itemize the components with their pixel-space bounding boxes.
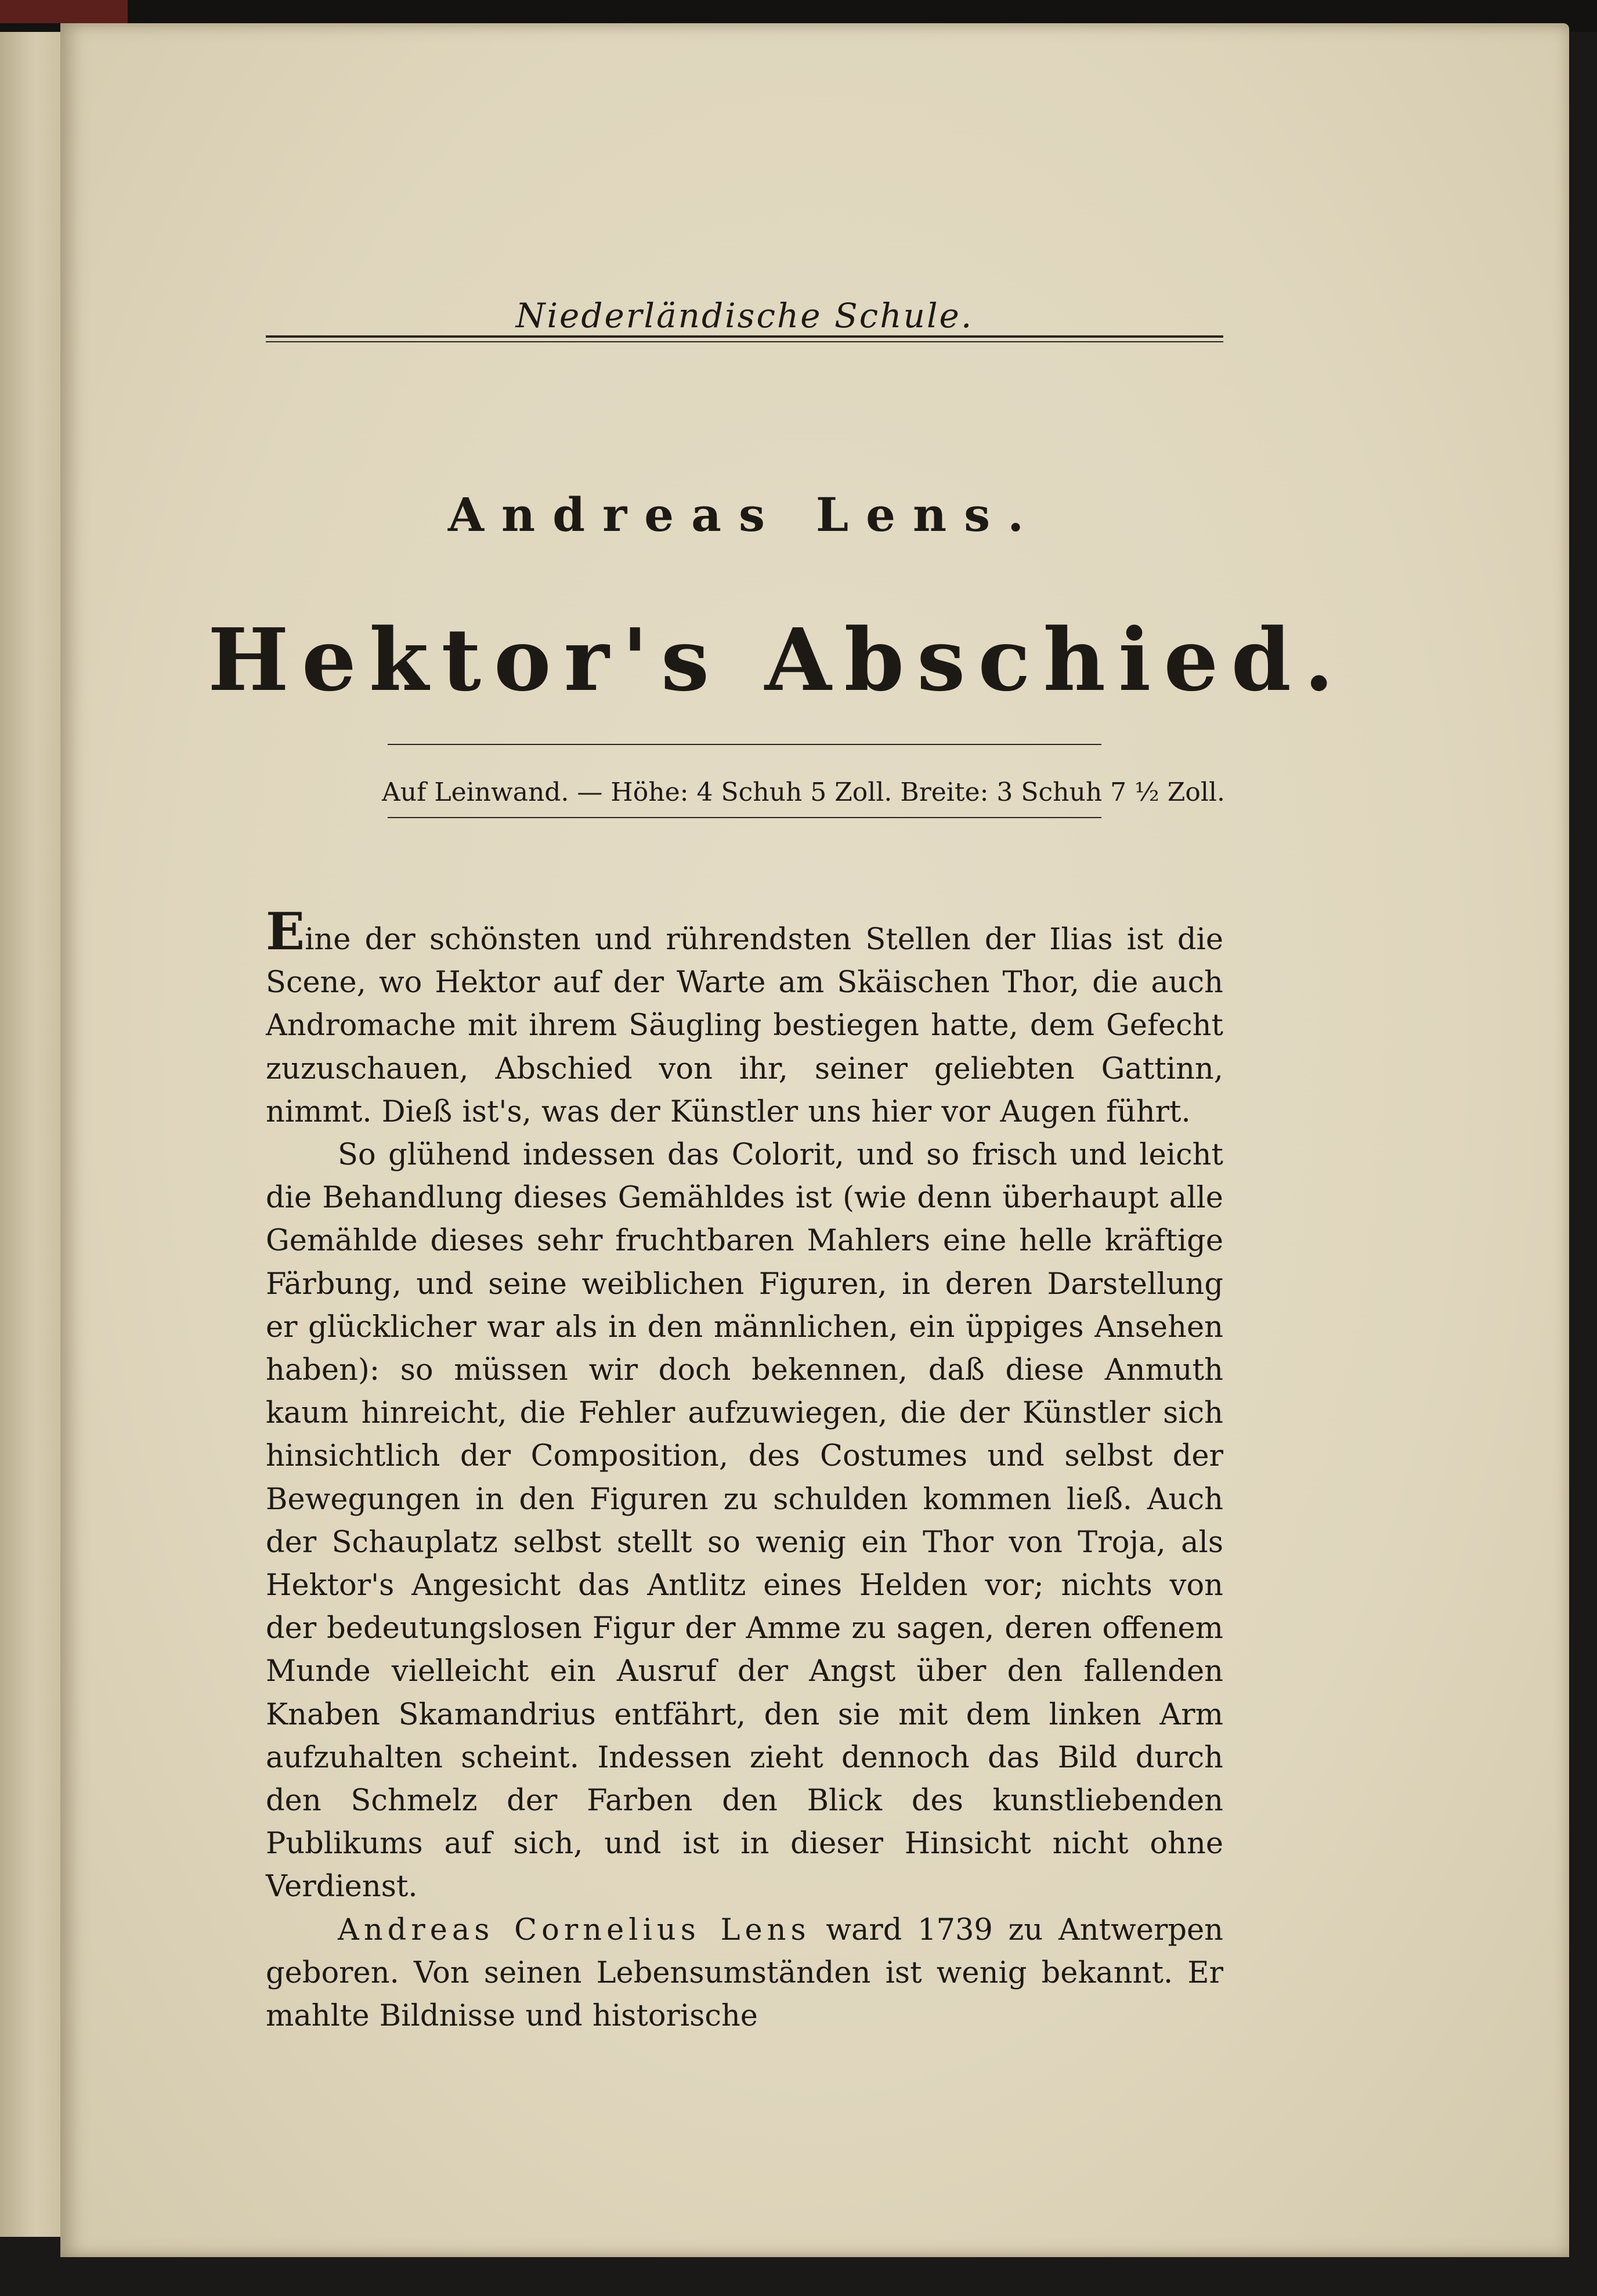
artwork-title: Hektor's Abschied. <box>208 609 1347 710</box>
paragraph-1 <box>266 901 1223 1134</box>
header-rule <box>266 335 1223 338</box>
paragraph-3 <box>266 1909 1223 2038</box>
paragraph-3-text: ward 1739 zu Antwerpen geboren. Von seinen Lebensumständen ist wenig bekannt. Er mahlte Bildnisse und historische <box>266 1912 1223 2034</box>
header-rule-thin <box>266 341 1223 342</box>
facing-page-edge <box>0 32 68 2237</box>
body-text <box>266 901 1223 2038</box>
artist-name: Andreas Lens. <box>447 487 1042 542</box>
dimensions-rule-bottom <box>388 817 1101 818</box>
running-header: Niederländische Schule. <box>515 296 974 335</box>
paragraph-2: So glühend indessen das Colorit, und so frisch und leicht die Behandlung dieses Gemähldes ist (wie denn überhaupt alle Gemählde dieses sehr fruchtbaren Mahlers eine helle kräftige Färbung, und seine weiblichen Figuren, in deren Darstellung er glücklicher war als in den männlichen, ein üppiges Ansehen haben): so müssen wir doch bekennen, daß diese Anmuth kaum hinreicht, die Fehler aufzuwiegen, die der Künstler sich hinsichtlich der Composition, des Costumes und selbst der Bewegungen in den Figuren zu schulden kommen ließ. Auch der Schauplatz selbst stellt so wenig ein Thor von Troja, als Hektor's Angesicht das Antlitz eines Helden vor; nichts von der bedeutungslosen Figur der Amme zu sagen, deren offenem Munde vielleicht ein Ausruf der Angst über den fallenden Knaben Skamandrius entfährt, den sie mit dem linken Arm aufzuhalten scheint. Indessen zieht dennoch das Bild durch den Schmelz der Farben den Blick des kunstliebenden Publikums auf sich, und ist in dieser Hinsicht nicht ohne Verdienst. <box>266 1138 1223 1904</box>
artwork-dimensions: Auf Leinwand. — Höhe: 4 Schuh 5 Zoll. Breite: 3 Schuh 7 ½ Zoll. <box>382 778 1225 807</box>
book-page <box>60 23 1569 2257</box>
paragraph-1-text: ine der schönsten und rührendsten Stellen der Ilias ist die Scene, wo Hektor auf der Warte am Skäischen Thor, die auch Andromache mit ihrem Säugling bestiegen hatte, dem Gefecht zuzuschauen, Abschied von ihr, seiner geliebten Gattinn, nimmt. Dieß ist's, was der Künstler uns hier vor Augen führt. <box>266 923 1223 1129</box>
dimensions-rule-top <box>388 744 1101 745</box>
book-cover-edge <box>0 0 128 23</box>
artist-full-name: Andreas Cornelius Lens <box>338 1912 811 1947</box>
drop-cap: E <box>266 901 305 961</box>
